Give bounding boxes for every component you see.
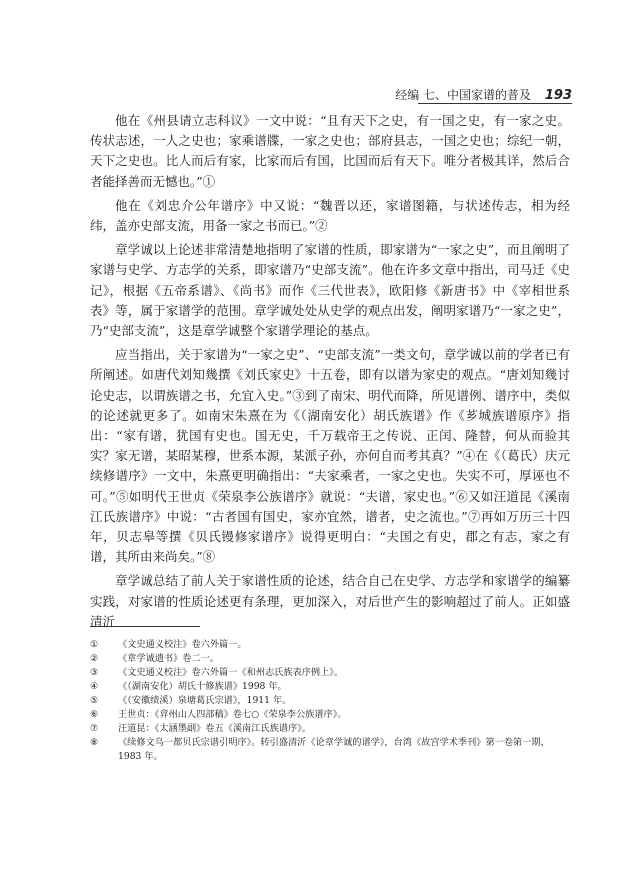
paragraph-2: 他在《刘忠介公年谱序》中又说：“魏晋以还，家谱图籍，与状述传志，相为经纬，盖亦史部支流，用备一家之书而已。”②	[90, 197, 570, 234]
footnote-mark: ④	[90, 681, 99, 692]
footnote-5	[90, 694, 570, 708]
footnote-3	[90, 666, 570, 680]
footnotes	[90, 638, 570, 764]
footnote-text: 《文史通义校注》卷六外篇一。	[118, 639, 247, 650]
footnote-6	[90, 708, 570, 722]
header-rule	[418, 103, 572, 104]
footnote-mark: ①	[90, 639, 99, 650]
paragraph-4: 应当指出，关于家谱为“一家之史”、“史部支流”一类文句，章学诚以前的学者已有所阐述。如唐代刘知幾撰《刘氏家史》十五卷，即有以谱为家史的观点。“唐刘知幾讨论史志，以谓族谱之书，允宜入史。”③到了南宋、明代而降，所见谱例、谱序中，类似的论述就更多了。如南宋朱熹在为《（湖南安化）胡氏族谱》作《芗城族谱原序》指出：“家有谱，犹国有史也。国无史，千万载帝王之传说、正闰、隆替，何从而验其实？家无谱，某昭某穆，世系本源，某派子孙，亦何自而考其真？”④在《（葛氏）庆元续修谱序》一文中，朱熹更明确指出：“夫家乘者，一家之史也。失实不可，厚诬也不可。”⑤如明代王世贞《荣泉李公族谱序》就说：“夫谱，家史也。”⑥又如汪道昆《溪南江氏族谱序》中说：“古者国有国史，家亦宜然，谱者，史之流也。”⑦再如万历三十四年，贝志皋等撰《贝氏镘修家谱序》说得更明白：“夫国之有史，郡之有志，家之有谱，其所由来尚矣。”⑧	[90, 347, 570, 565]
footnote-mark: ⑦	[90, 723, 99, 734]
running-header	[395, 86, 572, 103]
footnote-text: 《文史通义校注》卷六外篇一《和州志氏族表序例上》。	[118, 667, 344, 678]
body-text	[90, 111, 570, 632]
footnote-text: 《（湖南安化）胡氏十修族谱》1998 年。	[118, 681, 287, 692]
footnote-text: 王世贞：《弇州山人四部稿》卷七○《荣泉李公族谱序》。	[118, 709, 347, 720]
footnote-text: 《章学诚遗书》卷二一。	[118, 653, 220, 664]
footnote-7	[90, 722, 570, 736]
footnote-text: 《（安徽绩溪）泉塘葛氏宗谱》，1911 年。	[118, 695, 292, 706]
footnote-2	[90, 652, 570, 666]
page-number: 193	[544, 88, 572, 103]
footnote-mark: ③	[90, 667, 99, 678]
footnote-1	[90, 638, 570, 652]
footnote-mark: ⑤	[90, 695, 99, 706]
footnote-rule	[90, 626, 200, 627]
footnote-8	[90, 736, 570, 764]
running-header-section: 经编 七、中国家谱的普及	[395, 88, 532, 102]
footnote-text: 汪道昆：《太涵墨副》卷五《溪南江氏族谱序》。	[118, 723, 311, 734]
footnote-4	[90, 680, 570, 694]
paragraph-1: 他在《州县请立志科议》一文中说：“且有天下之史，有一国之史，有一家之史。传状志述，一人之史也；家乘谱牒，一家之史也；部府县志，一国之史也；综纪一朝，天下之史也。比人而后有家，比家而后有国，比国而后有天下。唯分者极其详，然后合者能择善而无憾也。”①	[90, 113, 570, 189]
paragraph-3: 章学诚以上论述非常清楚地指明了家谱的性质，即家谱为“一家之史”，而且阐明了家谱与史学、方志学的关系，即家谱乃“史部支流”。他在许多文章中指出，司马迁《史记》，根据《五帝系谱》、《尚书》而作《三代世表》，欧阳修《新唐书》中《宰相世系表》等，属于家谱学的范围。章学诚处处从史学的观点出发，阐明家谱乃“一家之史”，乃“史部支流”，这是章学诚整个家谱学理论的基点。	[90, 242, 570, 339]
footnote-text: 《续修文乌一都贝氏宗谱引明序》。转引盛清沂《论章学诚的谱学》，台湾《故宫学术季刊》第一卷第一期，1983 年。	[118, 737, 550, 762]
paragraph-5: 章学诚总结了前人关于家谱性质的论述，结合自己在史学、方志学和家谱学的编纂实践，对家谱的性质论述更有条理，更加深入，对后世产生的影响超过了前人。正如盛清沂	[90, 573, 570, 629]
footnote-mark: ⑥	[90, 709, 99, 720]
footnote-mark: ⑧	[90, 737, 99, 748]
footnote-mark: ②	[90, 653, 99, 664]
